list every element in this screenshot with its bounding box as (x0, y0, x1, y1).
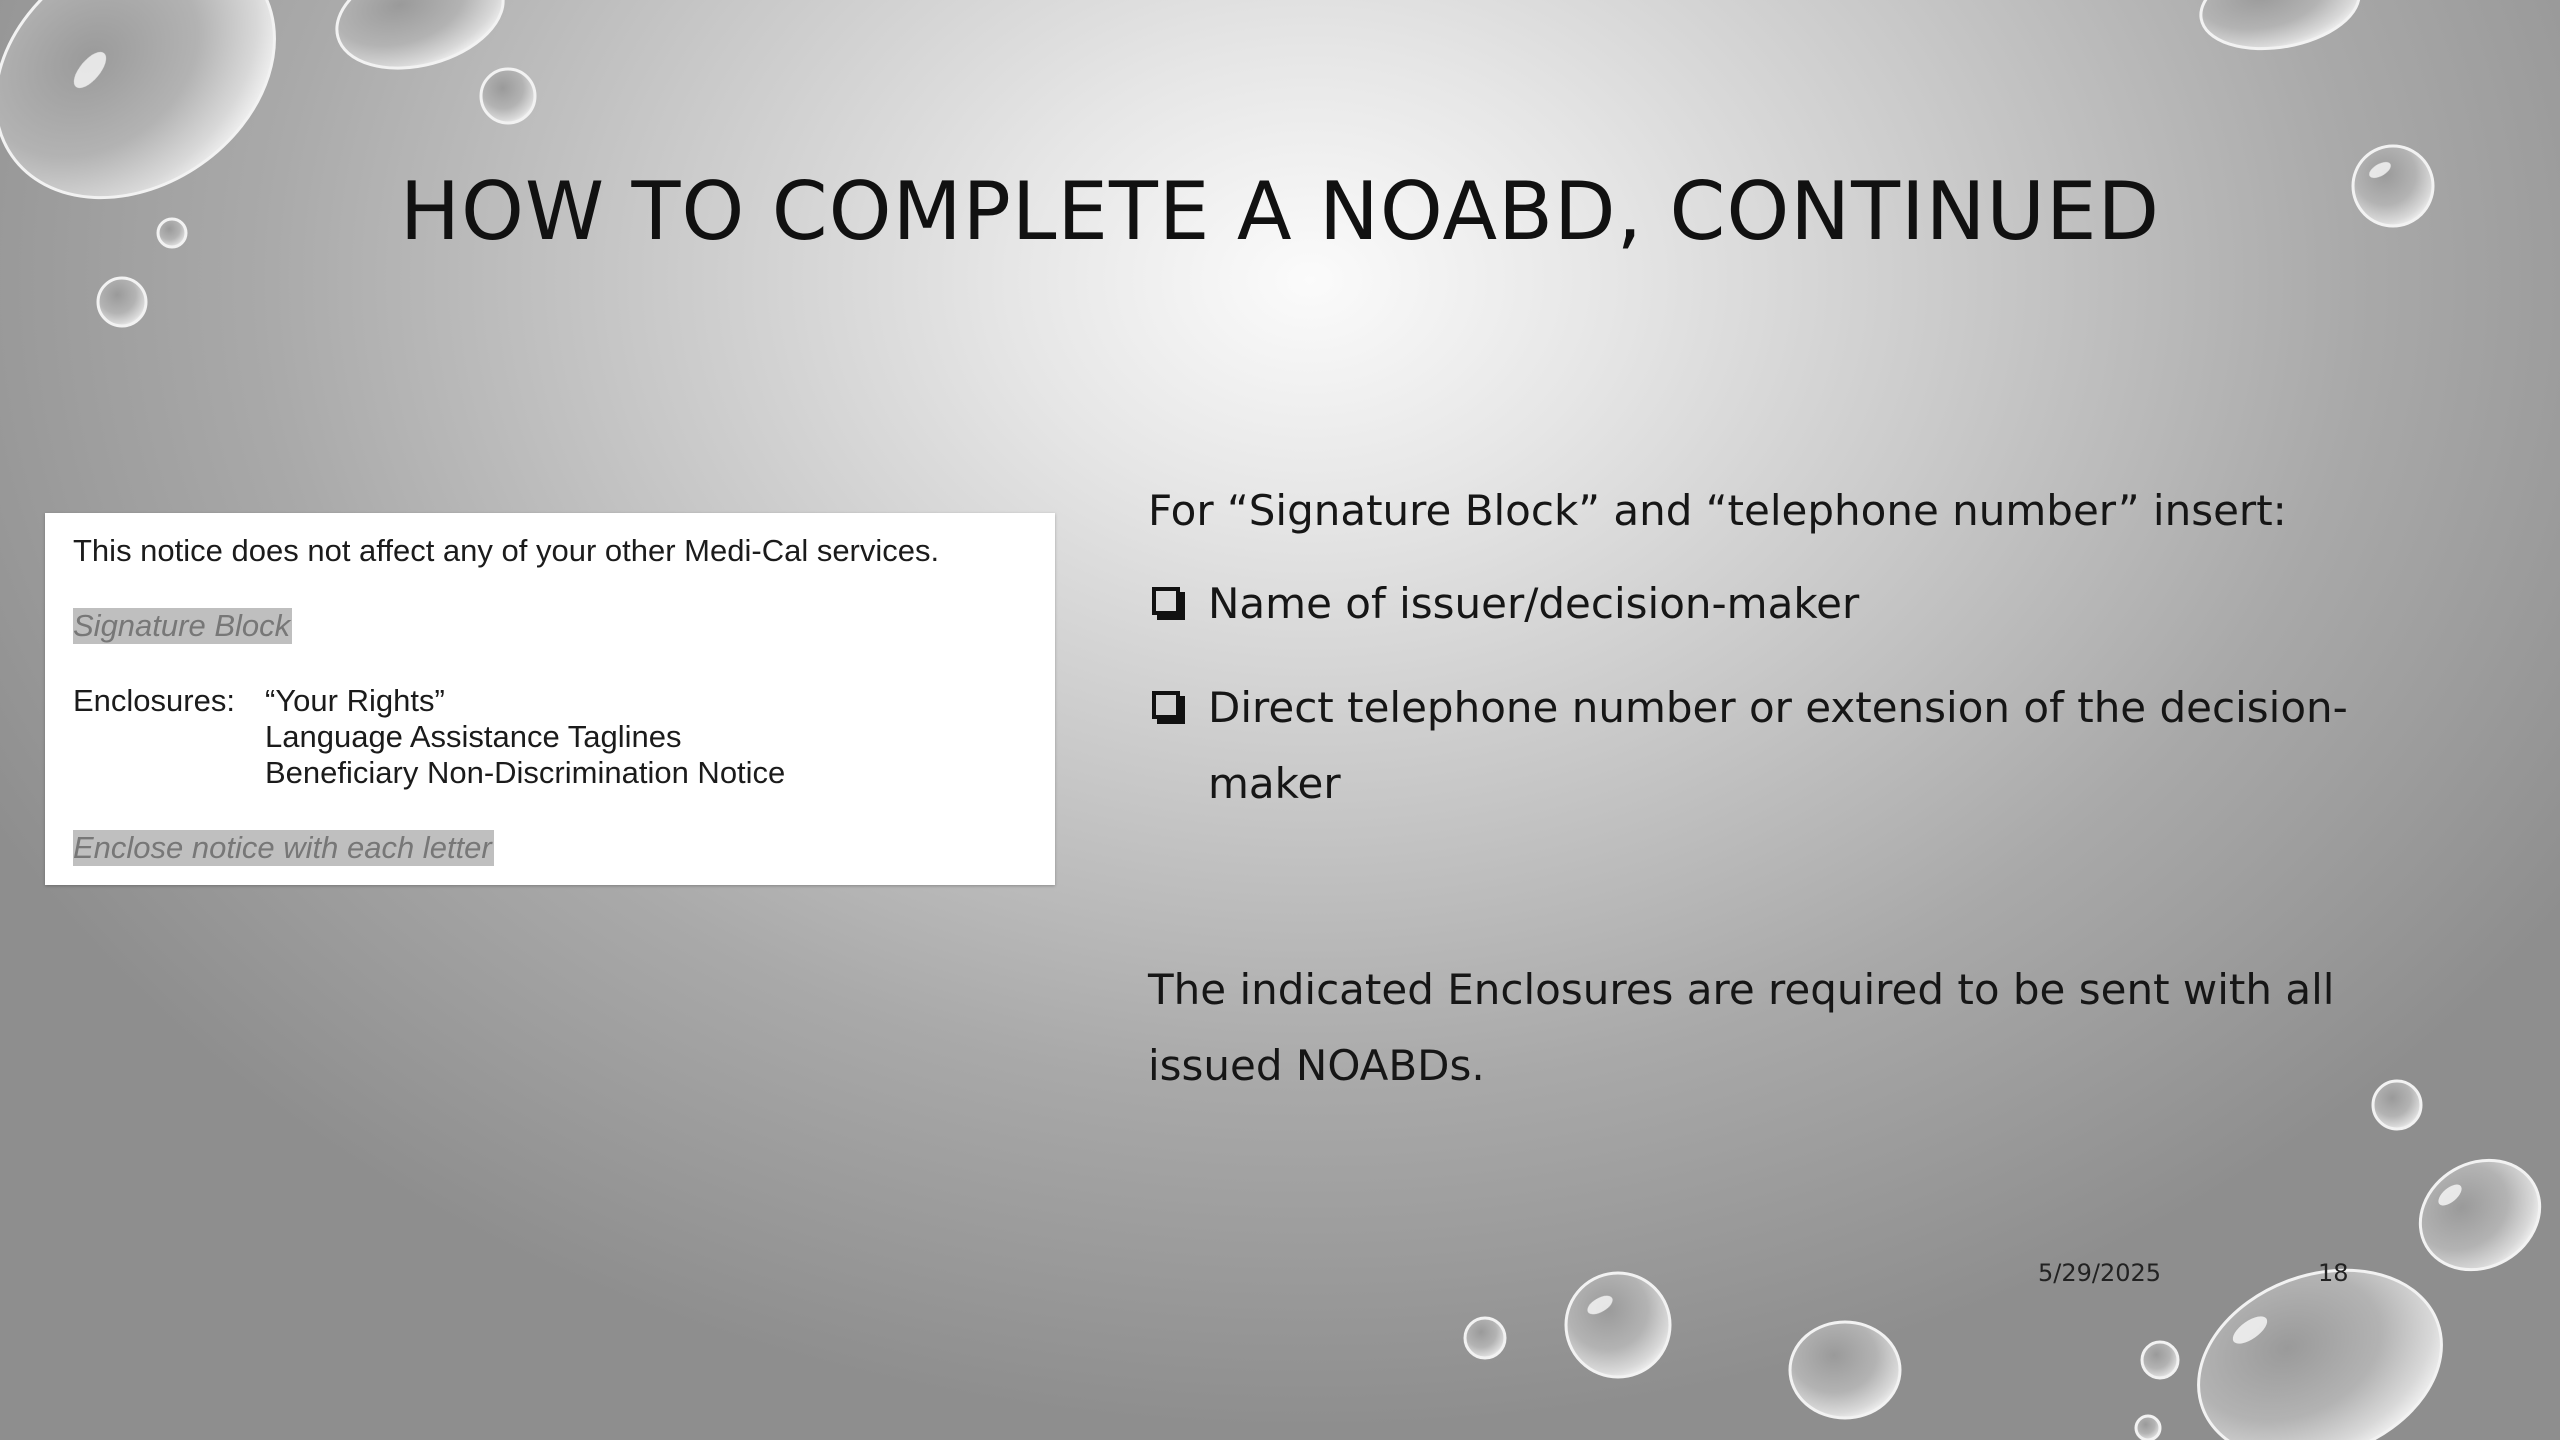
signature-block-placeholder: Signature Block (73, 608, 291, 643)
intro-text: For “Signature Block” and “telephone number” insert: (1148, 486, 2287, 535)
checkbox-icon (1152, 691, 1180, 719)
slide-body (1148, 476, 2378, 1104)
enclosures-list (265, 683, 785, 791)
enclose-notice-placeholder: Enclose notice with each letter (73, 830, 492, 865)
enclosure-item: Language Assistance Taglines (265, 719, 682, 754)
bullet-item (1148, 670, 2378, 822)
checkbox-icon (1152, 587, 1180, 615)
bullet-item (1148, 566, 2378, 642)
closing-text: The indicated Enclosures are required to be sent with all issued NOABDs. (1148, 965, 2335, 1090)
enclosures-label: Enclosures: (73, 683, 235, 718)
enclosure-item: “Your Rights” (265, 683, 445, 718)
footer-date: 5/29/2025 (2038, 1259, 2162, 1287)
bullet-text: Direct telephone number or extension of the decision-maker (1208, 683, 2348, 808)
notice-text: This notice does not affect any of your other Medi-Cal services. (73, 533, 940, 568)
bullet-text: Name of issuer/decision-maker (1208, 579, 1860, 628)
notice-excerpt-image (45, 513, 1055, 885)
slide-title: HOW TO COMPLETE A NOABD, CONTINUED (399, 165, 2161, 258)
enclosure-item: Beneficiary Non-Discrimination Notice (265, 755, 786, 790)
slide-number: 18 (2318, 1259, 2349, 1287)
